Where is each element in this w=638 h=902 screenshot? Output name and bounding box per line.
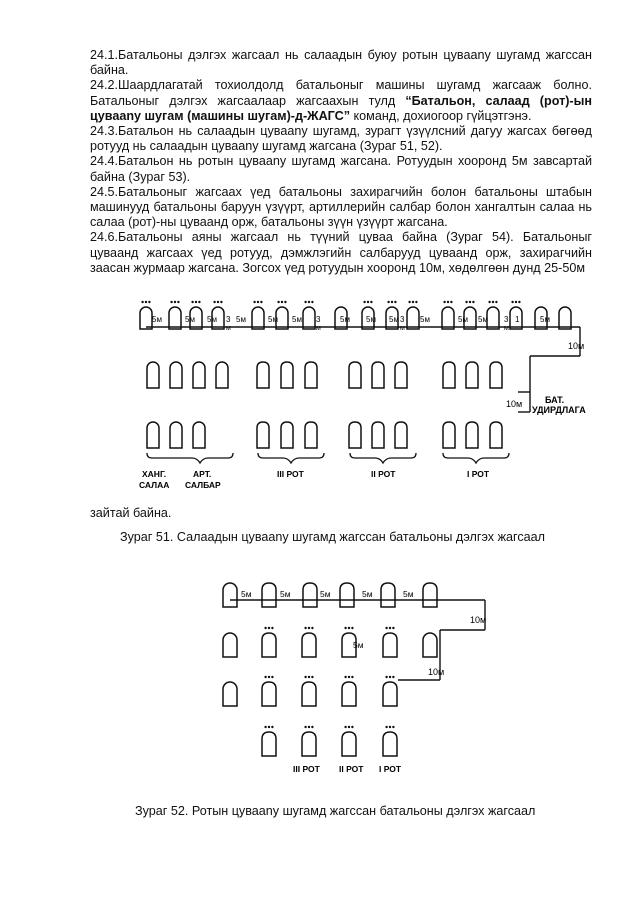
fig52-column-grid: [223, 627, 437, 756]
gap-label: м: [226, 325, 231, 332]
personnel-dot: [311, 627, 313, 629]
paragraph-24-5: 24.5.Батальоныг жагсаах үед батальоны захирагчийн болон батальоны штабын машинууд батальоны баруун үзүүрт, артиллерийн салбар болон хангалтын салаа нь салаа (рот)-ны цуваанд орж, батальоны зүүн үзүүрт жагсана.: [90, 184, 592, 230]
vehicle-icon: [423, 633, 437, 657]
gap-label: 5м: [362, 589, 373, 599]
fig52-rot3-label: III РОТ: [293, 764, 320, 774]
vehicle-icon: [381, 583, 395, 607]
personnel-dot: [351, 726, 353, 728]
gap-label: 5м: [540, 315, 550, 324]
vehicle-icon: [303, 583, 317, 607]
vehicle-icon: [423, 583, 437, 607]
gap-label: 5м: [152, 315, 162, 324]
fig51-rot2-label: II РОТ: [371, 469, 396, 479]
personnel-dot: [348, 627, 350, 629]
gap-label: 1: [515, 315, 520, 324]
personnel-dot: [348, 726, 350, 728]
fig51-cmd-label-1: БАТ.: [545, 395, 565, 405]
personnel-dot: [304, 676, 306, 678]
personnel-dot: [268, 676, 270, 678]
fig52-vehicle-line: [223, 583, 437, 607]
gap-label: 5м: [268, 315, 278, 324]
vehicle-icon: [383, 682, 397, 706]
personnel-dot: [348, 676, 350, 678]
personnel-dot: [311, 726, 313, 728]
personnel-dot: [264, 726, 266, 728]
paragraph-24-3: 24.3.Батальон нь салаадын цуваany шугамд, зурагт үзүүлсний дагуу жагсах бөгөөд ротууд нь салаадын цуваany шугамд жагсана (Зураг 51, 52).: [90, 124, 592, 154]
fig51-cmd-label-2: УДИРДЛАГА: [532, 405, 586, 415]
vehicle-icon: [302, 682, 316, 706]
gap-label: 3: [226, 315, 231, 324]
vehicle-icon: [262, 732, 276, 756]
vehicle-icon: [383, 732, 397, 756]
personnel-dot: [351, 627, 353, 629]
figure-51-caption: Зураг 51. Салаадын цуваany шугамд жагссан батальоны дэлгэх жагсаал: [120, 530, 545, 544]
personnel-dot: [385, 726, 387, 728]
personnel-dot: [271, 726, 273, 728]
paragraph-24-6: 24.6.Батальоны аяны жагсаал нь түүний цуваа байна (Зураг 54). Батальоныг цуваанд жагсаах үед ротууд, дэмжлэгийн салбарууд цуваанд орж, захирагчийн заасан журмаар жагсана. Зогсох үед ротуудын хооронд 10м, хөдөлгөөн дунд 25-50м: [90, 230, 592, 275]
personnel-dot: [392, 627, 394, 629]
personnel-dot: [344, 627, 346, 629]
continuation-text: зайтай байна.: [90, 506, 172, 520]
personnel-dot: [304, 726, 306, 728]
vehicle-icon: [342, 732, 356, 756]
fig51-dist-top: 10м: [568, 341, 585, 351]
personnel-dot: [264, 676, 266, 678]
gap-label: 5м: [420, 315, 430, 324]
gap-label: 5м: [280, 589, 291, 599]
fig51-art-label-1: АРТ.: [193, 469, 212, 479]
vehicle-icon: [223, 682, 237, 706]
gap-label: 5м: [236, 315, 246, 324]
personnel-dot: [308, 676, 310, 678]
fig51-rot1-label: I РОТ: [467, 469, 490, 479]
paragraph-24-2-tail: команд, дохиогоор гүйцэтгэнэ.: [350, 108, 532, 123]
fig52-rot1-label: I РОТ: [379, 764, 402, 774]
personnel-dot: [308, 627, 310, 629]
personnel-dot: [268, 627, 270, 629]
personnel-dot: [389, 726, 391, 728]
gap-label: 5м: [366, 315, 376, 324]
vehicle-icon: [302, 633, 316, 657]
personnel-dot: [344, 726, 346, 728]
paragraph-24-4: 24.4.Батальон нь ротын цуваany шугамд жагсана. Ротуудын хооронд 5м завсартай байна (Зураг 53).: [90, 154, 592, 184]
personnel-dot: [392, 676, 394, 678]
personnel-dot: [311, 676, 313, 678]
personnel-dot: [271, 627, 273, 629]
fig51-supply-label-1: ХАНГ.: [142, 469, 167, 479]
vehicle-icon: [342, 682, 356, 706]
personnel-dot: [344, 676, 346, 678]
gap-label: 5м: [478, 315, 488, 324]
fig51-art-label-2: САЛБАР: [185, 480, 221, 490]
personnel-dot: [271, 676, 273, 678]
paragraph-24-2-command: “Батальон, салаад (рот)-ын цуваany шугам (машины шугам)-д-ЖАГС”: [90, 93, 592, 123]
paragraph-24-1: 24.1.Батальоны дэлгэх жагсаал нь салаадын буюу ротын цуваany шугамд жагссан байна.: [90, 48, 592, 78]
personnel-dot: [385, 627, 387, 629]
gap-label: 5м: [241, 589, 252, 599]
vehicle-icon: [340, 583, 354, 607]
gap-label: 5м: [403, 589, 414, 599]
gap-label: 5м: [185, 315, 195, 324]
personnel-dot: [308, 726, 310, 728]
personnel-dot: [389, 676, 391, 678]
gap-label: 5м: [458, 315, 468, 324]
gap-label: 3: [504, 315, 509, 324]
personnel-dot: [351, 676, 353, 678]
gap-label: 3: [316, 315, 321, 324]
figure-52-caption: Зураг 52. Ротын цуваany шугамд жагссан батальоны дэлгэх жагсаал: [135, 804, 536, 818]
gap-label: м: [504, 325, 509, 332]
fig51-supply-label-2: САЛАА: [139, 480, 170, 490]
personnel-dot: [304, 627, 306, 629]
fig52-dist-side: 10м: [428, 667, 445, 677]
personnel-dot: [392, 726, 394, 728]
fig51-dist-side: 10м: [506, 399, 523, 409]
gap-label: м: [316, 325, 321, 332]
vehicle-icon: [223, 583, 237, 607]
fig52-dist-top: 10м: [470, 615, 487, 625]
gap-label: 5м: [389, 315, 399, 324]
vehicle-icon: [262, 583, 276, 607]
personnel-dot: [389, 627, 391, 629]
fig52-rot2-label: II РОТ: [339, 764, 364, 774]
vehicle-icon: [262, 682, 276, 706]
gap-label: 5м: [340, 315, 350, 324]
personnel-dot: [264, 627, 266, 629]
fig52-gap-inner: 5м: [353, 640, 364, 650]
vehicle-icon: [262, 633, 276, 657]
gap-label: м: [400, 325, 405, 332]
gap-label: 5м: [207, 315, 217, 324]
gap-label: 5м: [292, 315, 302, 324]
gap-label: 3: [400, 315, 405, 324]
paragraph-24-2-lead: 24.2.Шаардлагатай тохиолдолд батальоныг машины шугамд жагсааж болно. Батальоныг дэлгэх жагсаалаар жагсаахын тулд: [90, 78, 592, 108]
vehicle-icon: [223, 633, 237, 657]
personnel-dot: [268, 726, 270, 728]
vehicle-icon: [383, 633, 397, 657]
vehicle-icon: [302, 732, 316, 756]
gap-label: 5м: [320, 589, 331, 599]
fig51-rot3-label: III РОТ: [277, 469, 304, 479]
personnel-dot: [385, 676, 387, 678]
